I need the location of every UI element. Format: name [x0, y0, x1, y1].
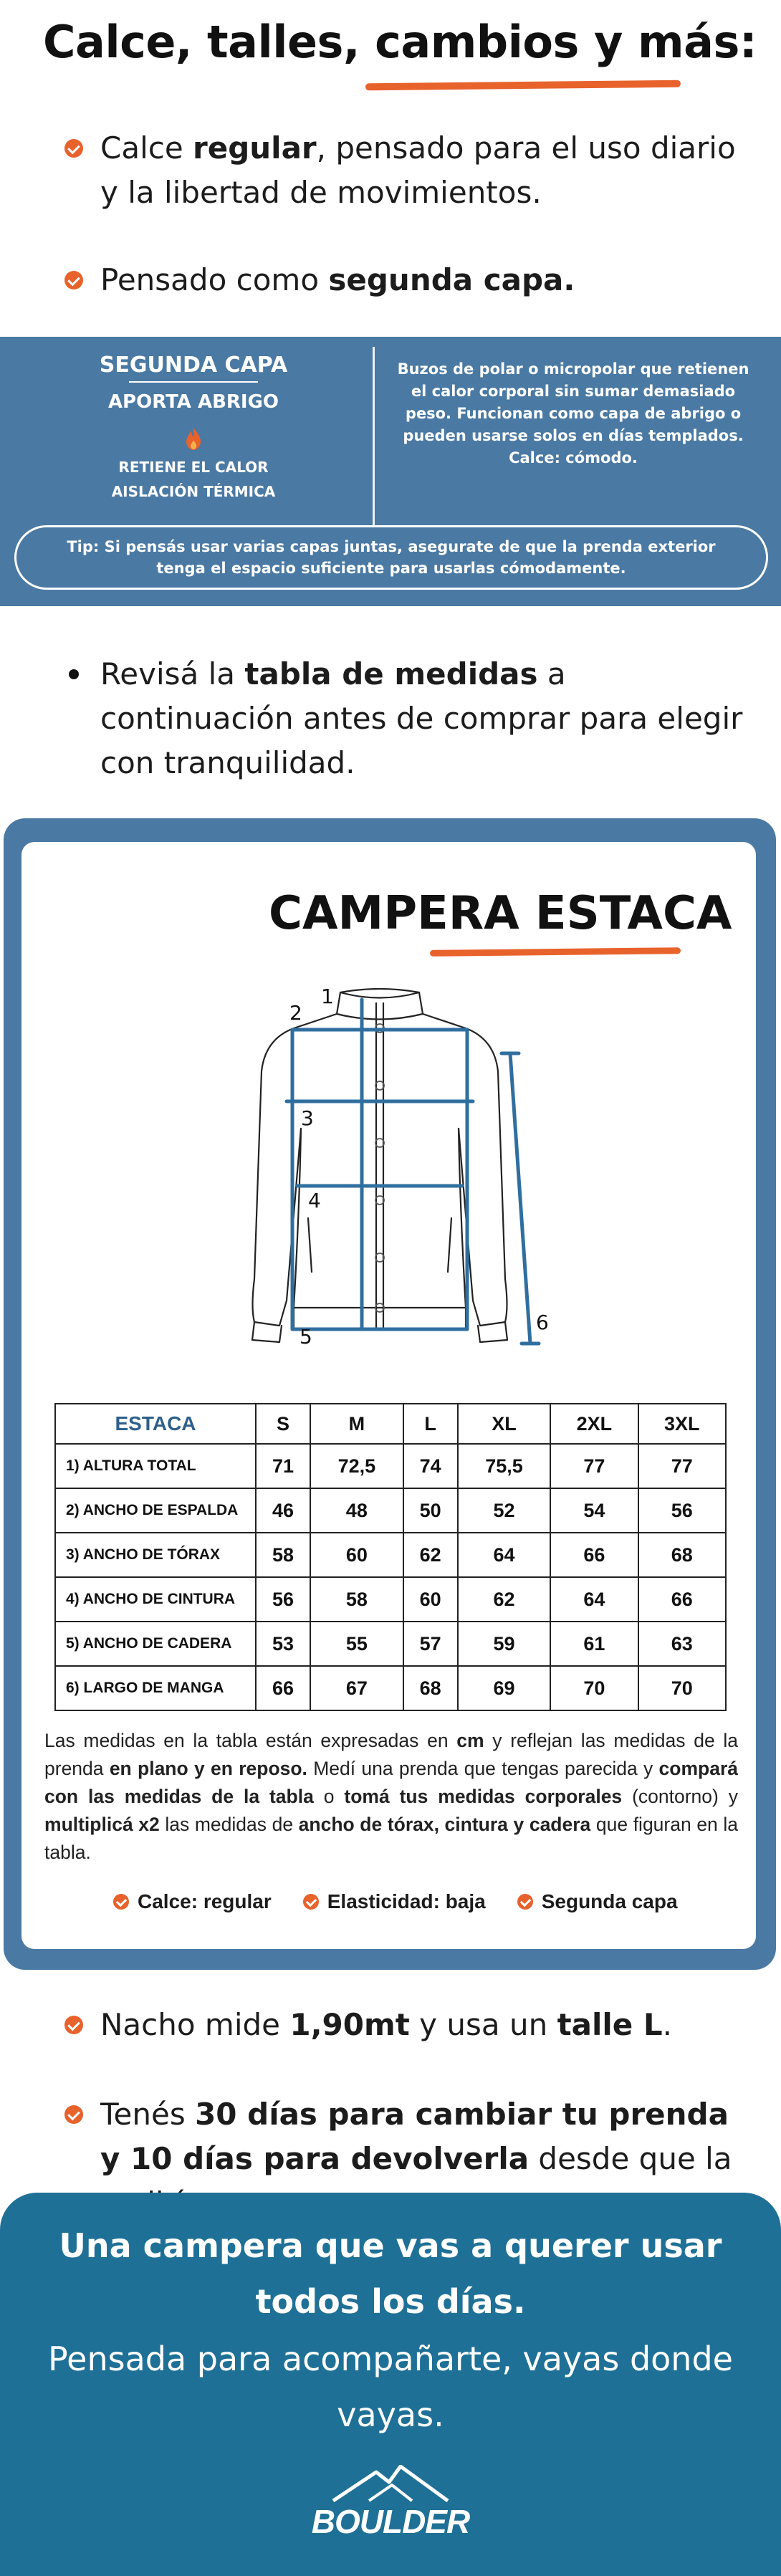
table-cell: 68: [403, 1666, 458, 1710]
table-cell: 61: [550, 1622, 638, 1666]
table-cell: 71: [256, 1444, 310, 1488]
table-header-size: 3XL: [638, 1404, 726, 1444]
check-icon: [517, 1894, 533, 1910]
tag-elasticidad: Elasticidad: baja: [303, 1890, 486, 1913]
check-icon: [64, 271, 83, 289]
returns-bullet-text: Tenés 30 días para cambiar tu prenda y 10 días para devolverla desde que la: [100, 2097, 732, 2176]
table-cell: 58: [310, 1577, 403, 1622]
bullet-dot-icon: [69, 669, 79, 679]
mountain-icon: [301, 2465, 480, 2502]
table-cell: 55: [310, 1622, 403, 1666]
table-cell: 64: [550, 1577, 638, 1622]
check-icon: [64, 2016, 83, 2034]
table-cell: 57: [403, 1622, 458, 1666]
model-bullet-height: [64, 2003, 752, 2047]
table-row: [55, 1488, 726, 1533]
table-cell: 56: [256, 1577, 310, 1622]
layer-title-underline: [129, 381, 258, 383]
row-label: 6) LARGO DE MANGA: [55, 1666, 256, 1710]
table-cell: 77: [550, 1444, 638, 1488]
page-title: Calce, talles, cambios y más:: [43, 16, 757, 68]
table-cell: 58: [256, 1533, 310, 1577]
fit-bullet-capa: [64, 258, 752, 302]
table-cell: 53: [256, 1622, 310, 1666]
table-cell: 72,5: [310, 1444, 403, 1488]
size-table-header-row: [55, 1404, 726, 1444]
table-intro-text: Revisá la tabla de medidas a continuación antes de comprar para elegir con tranquilidad.: [100, 656, 743, 780]
table-cell: 63: [638, 1622, 726, 1666]
layer-tip: Tip: Si pensás usar varias capas juntas, asegurate de que la prenda exterior tenga el espacio suficiente para usarlas cómodamente.: [14, 525, 768, 590]
table-cell: 74: [403, 1444, 458, 1488]
diagram-label-6: 6: [536, 1311, 549, 1334]
table-header-size: 2XL: [550, 1404, 638, 1444]
brand-name: BOULDER: [311, 2503, 470, 2540]
flame-icon: [183, 426, 203, 451]
table-row: [55, 1533, 726, 1577]
row-label: 5) ANCHO DE CADERA: [55, 1622, 256, 1666]
row-label: 4) ANCHO DE CINTURA: [55, 1577, 256, 1622]
band-divider: [373, 347, 375, 526]
diagram-label-4: 4: [308, 1189, 321, 1212]
table-header-size: XL: [458, 1404, 551, 1444]
check-icon: [113, 1894, 129, 1910]
tag-calce: Calce: regular: [113, 1890, 272, 1913]
row-label: 2) ANCHO DE ESPALDA: [55, 1488, 256, 1533]
table-cell: 62: [458, 1577, 551, 1622]
table-header-model: ESTACA: [55, 1404, 256, 1444]
fit-tags: [113, 1890, 686, 1913]
diagram-label-5: 5: [300, 1325, 312, 1349]
size-guide-title: CAMPERA ESTACA: [269, 887, 732, 940]
table-cell: 66: [550, 1533, 638, 1577]
diagram-label-2: 2: [289, 1001, 302, 1025]
table-cell: 70: [550, 1666, 638, 1710]
table-cell: 77: [638, 1444, 726, 1488]
table-cell: 60: [310, 1533, 403, 1577]
table-row: [55, 1622, 726, 1666]
table-cell: 66: [256, 1666, 310, 1710]
table-row: [55, 1666, 726, 1710]
layer-line-2: AISLACIÓN TÉRMICA: [111, 483, 276, 500]
table-cell: 64: [458, 1533, 551, 1577]
table-cell: 48: [310, 1488, 403, 1533]
footer-headline: Una campera que vas a querer usar todos los días.: [59, 2226, 722, 2321]
check-icon: [64, 139, 83, 158]
table-row: [55, 1444, 726, 1488]
row-label: 1) ALTURA TOTAL: [55, 1444, 256, 1488]
table-cell: 69: [458, 1666, 551, 1710]
brand-logo: [301, 2465, 480, 2541]
table-cell: 67: [310, 1666, 403, 1710]
table-header-size: S: [256, 1404, 310, 1444]
fit-bullet-text: Calce regular, pensado para el uso diario y la libertad de movimientos.: [100, 130, 736, 210]
table-cell: 60: [403, 1577, 458, 1622]
table-cell: 54: [550, 1488, 638, 1533]
diagram-label-3: 3: [301, 1106, 314, 1130]
measurement-note: Las medidas en la tabla están expresadas en cm y reflejan las medidas de la prenda en plano y en reposo. Medí una prenda que tengas parecida y compará con las medidas de la tabla o tomá tus medidas corporales (contorno) y multiplicá x2 las medidas de ancho de tórax, cintura y cadera que figuran en la tabla.: [44, 1730, 739, 1863]
diagram-label-1: 1: [321, 985, 334, 1008]
table-header-size: M: [310, 1404, 403, 1444]
table-cell: 62: [403, 1533, 458, 1577]
table-intro-bullet: [64, 652, 752, 785]
fit-bullet-text: Pensado como segunda capa.: [100, 262, 575, 297]
title-underline: [365, 80, 681, 91]
table-header-size: L: [403, 1404, 458, 1444]
layer-description: Buzos de polar o micropolar que retienen el calor corporal sin sumar demasiado peso. Funcionan como capa de abrigo o pueden usarse solos en días templados. Calce: cómodo.: [397, 360, 749, 466]
table-cell: 70: [638, 1666, 726, 1710]
tag-capa: Segunda capa: [517, 1890, 678, 1913]
table-cell: 52: [458, 1488, 551, 1533]
table-cell: 46: [256, 1488, 310, 1533]
check-icon: [64, 2105, 83, 2124]
table-cell: 66: [638, 1577, 726, 1622]
size-table: [54, 1403, 727, 1711]
layer-title: SEGUNDA CAPA: [99, 353, 288, 378]
layer-line-1: RETIENE EL CALOR: [118, 459, 269, 476]
jacket-measurement-diagram: [215, 971, 566, 1379]
layer-subtitle: APORTA ABRIGO: [107, 391, 279, 413]
footer-subheadline: Pensada para acompañarte, vayas donde vayas.: [48, 2340, 733, 2434]
table-cell: 56: [638, 1488, 726, 1533]
table-cell: 50: [403, 1488, 458, 1533]
table-cell: 59: [458, 1622, 551, 1666]
table-cell: 75,5: [458, 1444, 551, 1488]
table-row: [55, 1577, 726, 1622]
row-label: 3) ANCHO DE TÓRAX: [55, 1533, 256, 1577]
fit-bullet-calce: [64, 126, 752, 215]
model-bullet-text: Nacho mide 1,90mt y usa un talle L.: [100, 2007, 673, 2042]
check-icon: [303, 1894, 319, 1910]
table-cell: 68: [638, 1533, 726, 1577]
